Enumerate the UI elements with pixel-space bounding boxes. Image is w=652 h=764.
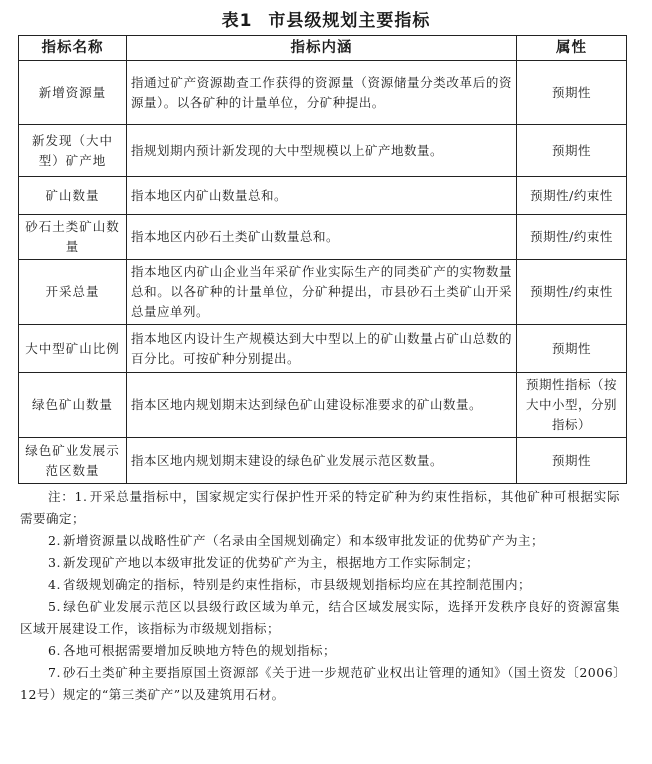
note-item: [20, 596, 620, 640]
note-item: [20, 552, 620, 574]
note-text: 新发现矿产地以本级审批发证的优势矿产为主，根据地方工作实际制定；: [62, 555, 479, 570]
table-row: [19, 177, 627, 215]
row-name: 绿色矿山数量: [19, 373, 127, 438]
row-content: 指本区地内规划期末达到绿色矿山建设标准要求的矿山数量。: [127, 373, 517, 438]
table-row: [19, 260, 627, 325]
row-attribute: 预期性指标（按大中小型，分别指标）: [517, 373, 627, 438]
note-number: 3.: [48, 555, 61, 570]
row-attribute: 预期性: [517, 61, 627, 125]
row-content: 指通过矿产资源勘查工作获得的资源量（资源储量分类改革后的资源量）。以各矿种的计量单位，分矿种提出。: [127, 61, 517, 125]
note-item: [20, 662, 620, 706]
row-content: 指规划期内预计新发现的大中型规模以上矿产地数量。: [127, 125, 517, 177]
row-attribute: 预期性/约束性: [517, 215, 627, 260]
note-number: 2.: [48, 533, 61, 548]
table-title: [0, 6, 652, 31]
note-item: [20, 574, 620, 596]
row-attribute: 预期性: [517, 438, 627, 484]
table-row: [19, 61, 627, 125]
row-content: 指本区地内规划期末建设的绿色矿业发展示范区数量。: [127, 438, 517, 484]
row-name: 砂石土类矿山数量: [19, 215, 127, 260]
note-number: 6.: [48, 643, 61, 658]
row-content: 指本地区内矿山企业当年采矿作业实际生产的同类矿产的实物数量总和。以各矿种的计量单位，分矿种提出，市县砂石土类矿山开采总量应单列。: [127, 260, 517, 325]
table-row: [19, 438, 627, 484]
note-text: 绿色矿业发展示范区以县级行政区域为单元，结合区域发展实际，选择开发秩序良好的资源富集区域开展建设工作，该指标为市级规划指标；: [20, 599, 620, 636]
row-attribute: 预期性: [517, 125, 627, 177]
notes-label: 注：: [48, 489, 75, 504]
row-attribute: 预期性: [517, 325, 627, 373]
note-number: 1.: [74, 489, 88, 504]
note-item: [20, 486, 620, 530]
row-name: 矿山数量: [19, 177, 127, 215]
note-text: 省级规划确定的指标，特别是约束性指标，市县级规划指标均应在其控制范围内；: [62, 577, 531, 592]
table-row: [19, 325, 627, 373]
row-content: 指本地区内砂石土类矿山数量总和。: [127, 215, 517, 260]
note-text: 新增资源量以战略性矿产（名录由全国规划确定）和本级审批发证的优势矿产为主；: [62, 533, 544, 548]
row-name: 新增资源量: [19, 61, 127, 125]
table-number: 表1: [221, 11, 253, 31]
header-indicator-content: 指标内涵: [127, 36, 517, 61]
table-title-text: 市县级规划主要指标: [268, 11, 431, 31]
row-content: 指本地区内设计生产规模达到大中型以上的矿山数量占矿山总数的百分比。可按矿种分别提出。: [127, 325, 517, 373]
note-number: 7.: [48, 665, 61, 680]
note-number: 5.: [48, 599, 61, 614]
row-attribute: 预期性/约束性: [517, 177, 627, 215]
table-header-row: [19, 36, 627, 61]
row-name: 新发现（大中型）矿产地: [19, 125, 127, 177]
row-attribute: 预期性/约束性: [517, 260, 627, 325]
table-row: [19, 125, 627, 177]
row-name: 绿色矿业发展示范区数量: [19, 438, 127, 484]
header-indicator-name: 指标名称: [19, 36, 127, 61]
header-attribute: 属性: [517, 36, 627, 61]
row-content: 指本地区内矿山数量总和。: [127, 177, 517, 215]
row-name: 开采总量: [19, 260, 127, 325]
note-item: [20, 530, 620, 552]
note-text: 各地可根据需要增加反映地方特色的规划指标；: [62, 643, 336, 658]
note-text: 砂石土类矿种主要指原国土资源部《关于进一步规范矿业权出让管理的通知》（国土资发〔2006〕12号）规定的“第三类矿产”以及建筑用石材。: [20, 665, 620, 702]
table-row: [19, 373, 627, 438]
note-text: 开采总量指标中，国家规定实行保护性开采的特定矿种为约束性指标，其他矿种可根据实际需要确定；: [20, 489, 620, 526]
table-row: [19, 215, 627, 260]
note-number: 4.: [48, 577, 61, 592]
note-item: [20, 640, 620, 662]
row-name: 大中型矿山比例: [19, 325, 127, 373]
indicator-table: [18, 35, 627, 484]
table-notes: [20, 486, 620, 706]
